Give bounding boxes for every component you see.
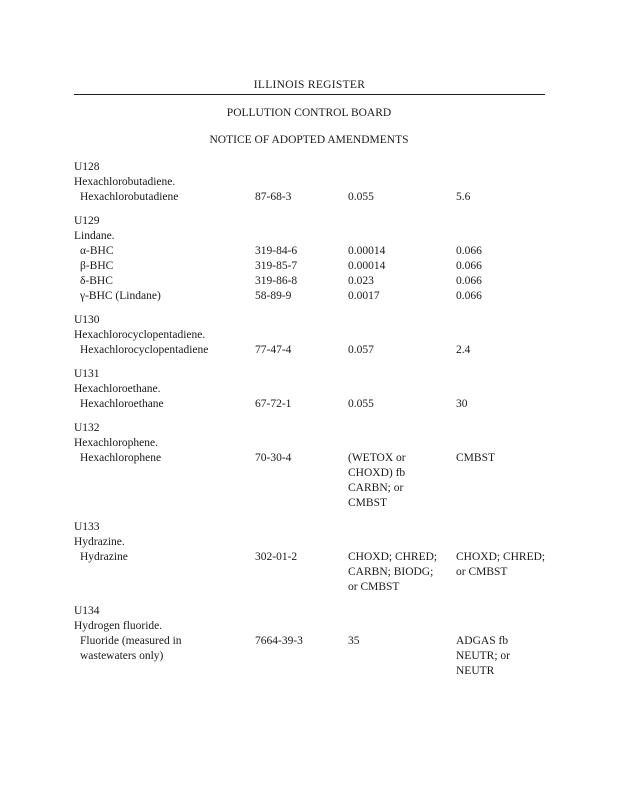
waste-code: U133 [74, 521, 100, 533]
cas-number: 319-85-7 [255, 260, 298, 272]
constituent-name-line: α-BHC [80, 245, 114, 257]
wastewater-standard-line: (WETOX or [348, 452, 406, 464]
wastewater-standard-line: 0.00014 [348, 245, 386, 257]
nonwastewater-standard-line: 0.066 [456, 245, 482, 257]
constituent-name [80, 190, 178, 205]
table-row [74, 550, 574, 595]
table-row [74, 634, 574, 679]
cas-number: 7664-39-3 [255, 635, 303, 647]
wastewater-standard-line: 0.0017 [348, 290, 380, 302]
constituent-name-line: Hydrazine [80, 551, 128, 563]
wastewater-standard-line: CARBN; or [348, 482, 404, 494]
waste-section [74, 421, 574, 511]
notice-title: NOTICE OF ADOPTED AMENDMENTS [209, 134, 409, 146]
table-row [74, 244, 574, 259]
nonwastewater-standard [456, 343, 470, 358]
constituent-name [80, 343, 208, 358]
waste-code: U132 [74, 422, 100, 434]
waste-description: Hydrazine. [74, 536, 125, 548]
constituent-name-line: Hexachlorocyclopentadiene [80, 344, 209, 356]
waste-section [74, 214, 574, 304]
nonwastewater-standard-line: 5.6 [456, 191, 471, 203]
constituent-name-line: δ-BHC [80, 275, 113, 287]
wastewater-standard-line: 35 [348, 635, 360, 647]
wastewater-standard [348, 550, 437, 595]
cas-number: 67-72-1 [255, 398, 292, 410]
cas-number: 77-47-4 [255, 344, 292, 356]
waste-section [74, 604, 574, 679]
nonwastewater-standard [456, 274, 482, 289]
constituent-name-line: γ-BHC (Lindane) [80, 290, 161, 302]
wastewater-standard-line: 0.055 [348, 191, 374, 203]
register-title: ILLINOIS REGISTER [253, 79, 366, 91]
cas-number: 302-01-2 [255, 551, 298, 563]
constituent-name [80, 289, 161, 304]
waste-code: U129 [74, 215, 100, 227]
waste-section [74, 520, 574, 595]
wastewater-standard-line: CHOXD) fb [348, 467, 406, 479]
register-header [74, 78, 545, 95]
cas-number: 319-84-6 [255, 245, 298, 257]
waste-description: Lindane. [74, 230, 115, 242]
wastewater-standard [348, 451, 406, 511]
constituent-name-line: wastewaters only) [80, 650, 164, 662]
cas-number: 70-30-4 [255, 452, 292, 464]
wastewater-standard-line: CHOXD; CHRED; [348, 551, 438, 563]
waste-description: Hydrogen fluoride. [74, 620, 163, 632]
wastewater-standard-line: or CMBST [348, 581, 400, 593]
nonwastewater-standard-line: ADGAS fb [456, 635, 509, 647]
cas-number: 58-89-9 [255, 290, 292, 302]
waste-description: Hexachloroethane. [74, 383, 161, 395]
nonwastewater-standard [456, 190, 470, 205]
nonwastewater-standard-line: 2.4 [456, 344, 471, 356]
wastewater-standard [348, 343, 374, 358]
wastewater-standard [348, 289, 380, 304]
wastewater-standard [348, 244, 385, 259]
waste-code: U131 [74, 368, 100, 380]
nonwastewater-standard [456, 259, 482, 274]
nonwastewater-standard [456, 397, 468, 412]
constituent-name-line: Hexachlorobutadiene [80, 191, 179, 203]
nonwastewater-standard-line: 0.066 [456, 275, 482, 287]
constituent-name [80, 397, 164, 412]
constituent-name-line: β-BHC [80, 260, 114, 272]
waste-table [74, 160, 574, 688]
table-row [74, 289, 574, 304]
wastewater-standard-line: 0.055 [348, 398, 374, 410]
table-row [74, 451, 574, 511]
wastewater-standard-line: 0.057 [348, 344, 374, 356]
waste-description: Hexachlorocyclopentadiene. [74, 329, 206, 341]
waste-section [74, 160, 574, 205]
nonwastewater-standard [456, 244, 482, 259]
wastewater-standard [348, 397, 374, 412]
constituent-name-line: Fluoride (measured in [80, 635, 182, 647]
nonwastewater-standard-line: 0.066 [456, 290, 482, 302]
table-row [74, 343, 574, 358]
table-row [74, 397, 574, 412]
table-row [74, 259, 574, 274]
nonwastewater-standard-line: NEUTR; or [456, 650, 510, 662]
nonwastewater-standard-line: CMBST [456, 452, 495, 464]
nonwastewater-standard-line: 0.066 [456, 260, 482, 272]
constituent-name [80, 259, 113, 274]
wastewater-standard-line: CMBST [348, 497, 387, 509]
cas-number: 87-68-3 [255, 191, 292, 203]
wastewater-standard [348, 634, 360, 649]
wastewater-standard-line: 0.00014 [348, 260, 386, 272]
constituent-name [80, 634, 182, 664]
wastewater-standard [348, 190, 374, 205]
constituent-name [80, 550, 128, 565]
cas-number: 319-86-8 [255, 275, 298, 287]
constituent-name-line: Hexachloroethane [80, 398, 164, 410]
waste-code: U128 [74, 161, 100, 173]
nonwastewater-standard [456, 550, 545, 580]
nonwastewater-standard-line: or CMBST [456, 566, 508, 578]
wastewater-standard-line: 0.023 [348, 275, 374, 287]
waste-description: Hexachlorophene. [74, 437, 158, 449]
nonwastewater-standard-line: 30 [456, 398, 468, 410]
waste-code: U134 [74, 605, 100, 617]
nonwastewater-standard [456, 634, 510, 679]
waste-section [74, 367, 574, 412]
nonwastewater-standard-line: CHOXD; CHRED; [456, 551, 546, 563]
wastewater-standard [348, 274, 374, 289]
nonwastewater-standard [456, 289, 482, 304]
table-row [74, 190, 574, 205]
nonwastewater-standard-line: NEUTR [456, 665, 495, 677]
waste-description: Hexachlorobutadiene. [74, 176, 176, 188]
board-name: POLLUTION CONTROL BOARD [226, 107, 392, 119]
constituent-name [80, 244, 114, 259]
constituent-name [80, 451, 161, 466]
wastewater-standard-line: CARBN; BIODG; [348, 566, 434, 578]
wastewater-standard [348, 259, 385, 274]
waste-section [74, 313, 574, 358]
constituent-name-line: Hexachlorophene [80, 452, 162, 464]
waste-code: U130 [74, 314, 100, 326]
nonwastewater-standard [456, 451, 495, 466]
table-row [74, 274, 574, 289]
constituent-name [80, 274, 113, 289]
